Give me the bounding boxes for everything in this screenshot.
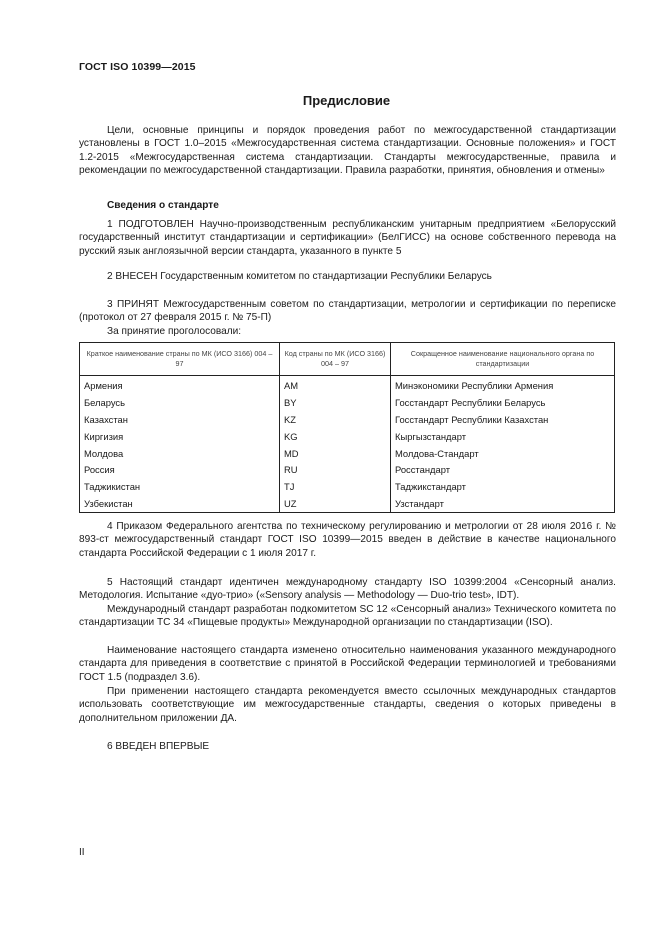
item-1-paragraph: 1 ПОДГОТОВЛЕН Научно-производственным республиканским унитарным предприятием «Белорусский государственный институт стандартизации и сертификации» (БелГИСС) на основе собственного перевода на русский язык англоязычной версии стандарта, указанного в пункте 5 — [79, 219, 616, 257]
table-cell-country: Армения — [80, 376, 280, 395]
table-row — [80, 496, 615, 513]
table-cell-code: BY — [280, 395, 391, 412]
countries-table — [79, 342, 615, 513]
item-5-committee-paragraph: Международный стандарт разработан подкомитетом SC 12 «Сенсорный анализ» Технического комитета по стандартизации ТС 34 «Пищевые продукты» Международной организации по стандартизации (ISO). — [79, 604, 616, 629]
table-row — [80, 376, 615, 395]
section-subheading: Сведения о стандарте — [107, 200, 219, 211]
item-6-paragraph: 6 ВВЕДЕН ВПЕРВЫЕ — [107, 741, 210, 752]
table-header-row — [80, 343, 615, 376]
table-cell-body: Росстандарт — [391, 462, 615, 479]
voted-label: За принятие проголосовали: — [107, 326, 242, 337]
table-cell-body: Кыргызстандарт — [391, 428, 615, 445]
table-cell-country: Беларусь — [80, 395, 280, 412]
table-row — [80, 412, 615, 429]
table-cell-body: Госстандарт Республики Беларусь — [391, 395, 615, 412]
table-cell-country: Киргизия — [80, 428, 280, 445]
table-header-body: Сокращенное наименование национального органа по стандартизации — [391, 343, 615, 376]
table-cell-code: RU — [280, 462, 391, 479]
table-cell-country: Молдова — [80, 445, 280, 462]
page-number: II — [79, 847, 85, 858]
table-cell-body: Госстандарт Республики Казахстан — [391, 412, 615, 429]
table-row — [80, 479, 615, 496]
table-row — [80, 462, 615, 479]
page-title: Предисловие — [302, 93, 391, 108]
table-cell-country: Казахстан — [80, 412, 280, 429]
table-cell-body: Молдова-Стандарт — [391, 445, 615, 462]
table-cell-body: Таджикстандарт — [391, 479, 615, 496]
item-4-paragraph: 4 Приказом Федерального агентства по техническому регулированию и метрологии от 28 июля 2016 г. № 893-ст межгосударственный стандарт ГОСТ ISO 10399—2015 введен в действие в качестве национального стандарта Российской Федерации с 1 июля 2017 г. — [79, 521, 616, 559]
intro-paragraph: Цели, основные принципы и порядок проведения работ по межгосударственной стандартизации установлены в ГОСТ 1.0–2015 «Межгосударственная система стандартизации. Основные положения» и ГОСТ 1.2-2015 «Межгосударственная система стандартизации. Стандарты межгосударственные, правила и рекомендации по межгосударственной стандартизации. Правила разработки, принятия, обновления и отмены» — [79, 125, 616, 177]
table-cell-code: UZ — [280, 496, 391, 513]
table-cell-country: Узбекистан — [80, 496, 280, 513]
item-2-paragraph: 2 ВНЕСЕН Государственным комитетом по стандартизации Республики Беларусь — [107, 271, 492, 282]
table-cell-body: Минэкономики Республики Армения — [391, 376, 615, 395]
table-row — [80, 395, 615, 412]
item-3-paragraph: 3 ПРИНЯТ Межгосударственным советом по стандартизации, метрологии и сертификации по переписке (протокол от 27 февраля 2015 г. № 75-П) — [79, 299, 616, 324]
table-row — [80, 445, 615, 462]
item-5-paragraph: 5 Настоящий стандарт идентичен международному стандарту ISO 10399:2004 «Сенсорный анализ. Методология. Испытание «дуо-трио» («Sensory analysis — Methodology — Duo-trio test», IDT). — [79, 577, 616, 602]
item-5-name-change-paragraph: Наименование настоящего стандарта изменено относительно наименования указанного международного стандарта для приведения в соответствие с принятой в Российской Федерации терминологией и требованиями ГОСТ 1.5 (подраздел 3.6). — [79, 645, 616, 683]
table-header-code: Код страны по МК (ИСО 3166) 004 – 97 — [280, 343, 391, 376]
table-header-country: Краткое наименование страны по МК (ИСО 3166) 004 – 97 — [80, 343, 280, 376]
table-cell-country: Таджикистан — [80, 479, 280, 496]
table-cell-country: Россия — [80, 462, 280, 479]
table-cell-code: KZ — [280, 412, 391, 429]
table-row — [80, 428, 615, 445]
item-5-application-paragraph: При применении настоящего стандарта рекомендуется вместо ссылочных международных стандартов использовать соответствующие им межгосударственные стандарты, сведения о которых приведены в дополнительном приложении ДА. — [79, 686, 616, 724]
table-cell-code: AM — [280, 376, 391, 395]
document-header: ГОСТ ISO 10399—2015 — [79, 61, 196, 73]
table-cell-code: MD — [280, 445, 391, 462]
table-cell-code: TJ — [280, 479, 391, 496]
table-cell-code: KG — [280, 428, 391, 445]
table-cell-body: Узстандарт — [391, 496, 615, 513]
